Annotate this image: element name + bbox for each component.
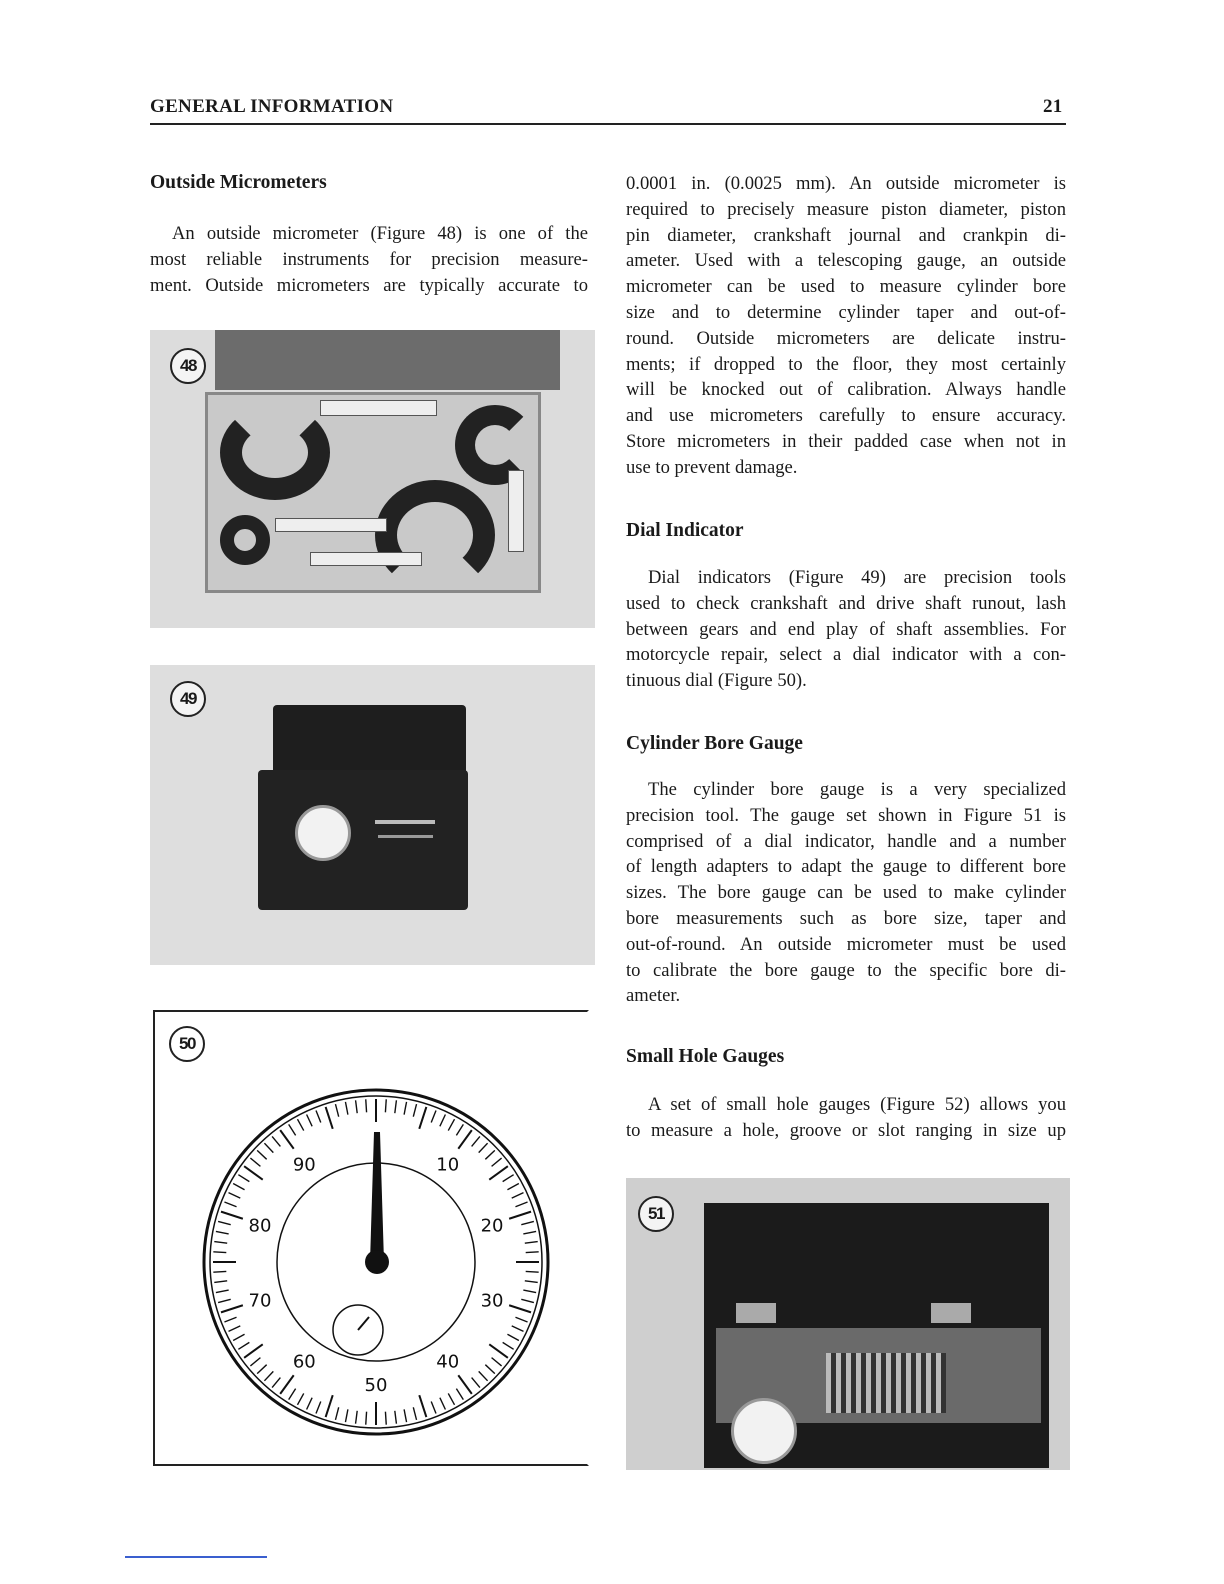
dial-tick (280, 1375, 294, 1394)
dial-tick (503, 1342, 514, 1349)
text-line: sizes. The bore gauge can be used to make cylinder (626, 882, 1066, 904)
dial-tick (492, 1358, 502, 1366)
dial-tick (515, 1202, 527, 1207)
dial-tick (479, 1371, 488, 1380)
dial-label: 50 (364, 1375, 388, 1396)
dial-tick (280, 1130, 294, 1149)
running-header-section: GENERAL INFORMATION (150, 96, 394, 117)
case-base (258, 770, 468, 910)
dial-tick (216, 1231, 229, 1233)
dial-label: 40 (436, 1351, 460, 1373)
text-line: will be knocked out of calibration. Always handle (626, 379, 1066, 401)
dial-tick (503, 1175, 514, 1182)
dial-tick (326, 1395, 333, 1417)
dial-tick (395, 1411, 397, 1424)
dial-tick (509, 1305, 531, 1312)
text-line: use to prevent damage. (626, 456, 798, 478)
dial-tick (356, 1411, 358, 1424)
dial-tick (492, 1158, 502, 1166)
micrometer-spindle (320, 400, 437, 416)
case-hinge (931, 1303, 971, 1323)
dial-tick (440, 1115, 446, 1127)
micrometer-spindle (310, 552, 422, 566)
dial-tick (413, 1407, 416, 1420)
heading-dial-indicator: Dial Indicator (626, 520, 744, 541)
text-line: comprised of a dial indicator, handle and a number (626, 830, 1066, 852)
dial-tick (238, 1342, 249, 1349)
dial-tick (345, 1409, 347, 1422)
tip-attachment (378, 835, 433, 838)
dial-tick (218, 1299, 231, 1302)
text-line: bore measurements such as bore size, taper and (626, 907, 1066, 929)
footnote-rule (125, 1556, 267, 1558)
case-lid (215, 330, 560, 390)
text-line: round. Outside micrometers are delicate instru- (626, 327, 1066, 349)
dial-tick (479, 1143, 488, 1152)
figure-50-dial-drawing (153, 1010, 589, 1466)
text-line: A set of small hole gauges (Figure 52) allows you (648, 1094, 1066, 1115)
dial-tick (404, 1409, 406, 1422)
dial-tick (431, 1401, 436, 1413)
dial-tick (419, 1107, 426, 1129)
text-line: 0.0001 in. (0.0025 mm). An outside micrometer is (626, 173, 1066, 194)
text-line: between gears and end play of shaft assemblies. For (626, 618, 1066, 640)
dial-tick (404, 1102, 406, 1115)
header-rule (150, 123, 1066, 125)
dial-tick (472, 1136, 480, 1146)
text-line: Store micrometers in their padded case when not in (626, 430, 1066, 452)
dial-tick (229, 1193, 241, 1199)
dial-tick (489, 1166, 508, 1180)
figure-number-badge: 50 (169, 1026, 205, 1062)
paragraph-outside-micrometers-cont (626, 171, 1066, 481)
figure-number-badge: 51 (638, 1196, 674, 1232)
dial-tick (521, 1221, 534, 1224)
dial-tick (521, 1299, 534, 1302)
text-line: and use micrometers carefully to ensure accuracy. (626, 405, 1066, 427)
figure-49-dial-indicator-photo (150, 665, 595, 965)
dial-tick (233, 1334, 244, 1340)
dial-tick (448, 1393, 454, 1404)
dial-tick (214, 1281, 227, 1283)
text-line: out-of-round. An outside micrometer must be used (626, 933, 1066, 955)
heading-small-hole-gauges: Small Hole Gauges (626, 1046, 785, 1067)
micrometer-frame (375, 480, 495, 590)
dial-tick (229, 1326, 241, 1332)
dial-label: 70 (248, 1290, 272, 1312)
text-line: size and to determine cylinder taper and out-of- (626, 301, 1066, 323)
dial-tick (472, 1378, 480, 1388)
dial-tick (509, 1212, 531, 1219)
dial-tick (413, 1104, 416, 1117)
dial-tick (523, 1290, 536, 1292)
dial-indicator-face (731, 1398, 797, 1464)
dial-tick (507, 1334, 518, 1340)
micrometer-spindle (275, 518, 387, 532)
dial-label: 10 (436, 1154, 460, 1176)
dial-tick (431, 1110, 436, 1122)
dial-label: 30 (480, 1290, 504, 1312)
dial-label: 80 (248, 1215, 272, 1237)
dial-tick (335, 1104, 338, 1117)
dial-tick (257, 1150, 266, 1159)
dial-label: 60 (292, 1351, 316, 1373)
heading-cylinder-bore-gauge: Cylinder Bore Gauge (626, 733, 803, 754)
dial-tick (289, 1389, 296, 1400)
dial-label: 20 (480, 1215, 504, 1237)
micrometer-spindle (508, 470, 524, 552)
dial-tick (526, 1271, 539, 1272)
dial-tick (316, 1401, 321, 1413)
text-line: ments; if dropped to the floor, they most certainly (626, 353, 1066, 375)
dial-tick (366, 1412, 367, 1425)
dial-tick (244, 1166, 263, 1180)
text-line: pin diameter, crankshaft journal and crankpin di- (626, 224, 1066, 246)
dial-tick (512, 1326, 524, 1332)
micrometer-frame (220, 515, 270, 565)
dial-tick (213, 1252, 226, 1253)
text-line: micrometer can be used to measure cylinder bore (626, 276, 1066, 298)
dial-tick (458, 1375, 472, 1394)
dial-tick (224, 1202, 236, 1207)
dial-tick (523, 1231, 536, 1233)
case-lid (273, 705, 466, 777)
text-line: ameter. (626, 985, 681, 1007)
text-line: most reliable instruments for precision measure- (150, 248, 588, 270)
dial-tick (419, 1395, 426, 1417)
text-line: ment. Outside micrometers are typically accurate to (150, 274, 588, 296)
dial-needle (370, 1132, 384, 1262)
dial-label: 90 (292, 1154, 316, 1176)
dial-tick (272, 1136, 280, 1146)
dial-tick (507, 1183, 518, 1189)
dial-tick (216, 1290, 229, 1292)
dial-tick (238, 1175, 249, 1182)
text-line: tinuous dial (Figure 50). (626, 670, 807, 692)
dial-tick (244, 1344, 263, 1358)
dial-tick (345, 1102, 347, 1115)
paragraph-dial-indicator (626, 565, 1066, 694)
dial-tick (233, 1183, 244, 1189)
dial-tick (250, 1158, 260, 1166)
text-line: required to precisely measure piston diameter, piston (626, 198, 1066, 220)
dial-tick (335, 1407, 338, 1420)
dial-tick (512, 1193, 524, 1199)
figure-number-badge: 48 (170, 348, 206, 384)
dial-tick (385, 1412, 386, 1425)
dial-tick (526, 1252, 539, 1253)
dial-tick (218, 1221, 231, 1224)
dial-tick (385, 1099, 386, 1112)
dial-tick (224, 1317, 236, 1322)
dial-indicator-face (295, 805, 351, 861)
text-line: to measure a hole, groove or slot ranging in size up (626, 1119, 1066, 1141)
dial-tick (316, 1110, 321, 1122)
tip-attachment (375, 820, 435, 824)
dial-tick (289, 1124, 296, 1135)
needle-hub (365, 1250, 389, 1274)
dial-tick (448, 1119, 454, 1130)
dial-tick (264, 1143, 273, 1152)
dial-tick (264, 1371, 273, 1380)
dial-tick (395, 1100, 397, 1113)
dial-tick (221, 1305, 243, 1312)
text-line: The cylinder bore gauge is a very specialized (648, 779, 1066, 800)
case-hinge (736, 1303, 776, 1323)
dial-tick (440, 1398, 446, 1410)
dial-tick (525, 1242, 538, 1244)
heading-outside-micrometers: Outside Micrometers (150, 172, 327, 193)
text-line: precision tool. The gauge set shown in Figure 51 is (626, 804, 1066, 826)
dial-tick (214, 1242, 227, 1244)
paragraph-cylinder-bore-gauge (626, 777, 1066, 1009)
dial-tick (297, 1119, 303, 1130)
dial-tick (525, 1281, 538, 1283)
dial-face-illustration (155, 1012, 591, 1468)
text-line: of length adapters to adapt the gauge to different bore (626, 856, 1066, 878)
dial-tick (489, 1344, 508, 1358)
paragraph-outside-micrometers (150, 221, 588, 298)
text-line: Dial indicators (Figure 49) are precision tools (648, 567, 1066, 588)
dial-tick (356, 1100, 358, 1113)
dial-tick (221, 1212, 243, 1219)
figure-51-bore-gauge-set-photo (626, 1178, 1070, 1470)
paragraph-small-hole-gauges (626, 1092, 1066, 1144)
dial-tick (250, 1358, 260, 1366)
dial-tick (257, 1365, 266, 1374)
text-line: An outside micrometer (Figure 48) is one of the (172, 223, 588, 244)
dial-tick (213, 1271, 226, 1272)
dial-tick (456, 1389, 463, 1400)
dial-tick (515, 1317, 527, 1322)
micrometer-frame (220, 405, 330, 500)
dial-tick (456, 1124, 463, 1135)
dial-tick (307, 1115, 313, 1127)
text-line: to calibrate the bore gauge to the specific bore di- (626, 959, 1066, 981)
dial-tick (272, 1378, 280, 1388)
dial-tick (326, 1107, 333, 1129)
text-line: ameter. Used with a telescoping gauge, an outside (626, 250, 1066, 272)
figure-48-micrometer-set-photo (150, 330, 595, 628)
revolution-counter-needle (358, 1317, 369, 1330)
dial-tick (485, 1150, 494, 1159)
dial-tick (366, 1099, 367, 1112)
page-number: 21 (1043, 96, 1063, 117)
text-line: motorcycle repair, select a dial indicator with a con- (626, 644, 1066, 666)
length-adapters (826, 1353, 946, 1413)
dial-tick (458, 1130, 472, 1149)
dial-tick (307, 1398, 313, 1410)
text-line: used to check crankshaft and drive shaft runout, lash (626, 592, 1066, 614)
figure-number-badge: 49 (170, 681, 206, 717)
dial-tick (297, 1393, 303, 1404)
dial-tick (485, 1365, 494, 1374)
